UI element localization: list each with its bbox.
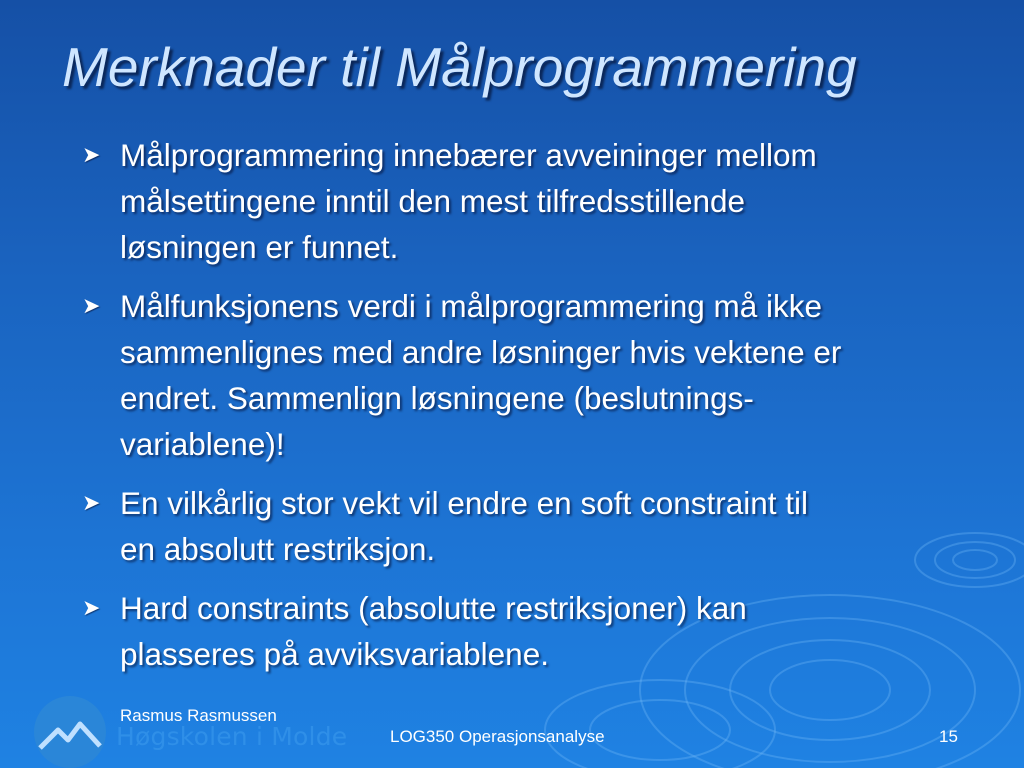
bullet-list	[80, 132, 985, 690]
arrowhead-bullet-icon: ➤	[82, 595, 101, 620]
slide-title: Merknader til Målprogrammering	[62, 36, 857, 98]
bullet-line: En vilkårlig stor vekt vil endre en soft constraint til	[120, 485, 809, 521]
bullet-line: endret. Sammenlign løsningene (beslutnings-	[120, 380, 754, 416]
bullet-item	[80, 283, 985, 467]
bullet-line: en absolutt restriksjon.	[120, 531, 436, 567]
bullet-line: Målprogrammering innebærer avveininger mellom	[120, 137, 817, 173]
bullet-line: Hard constraints (absolutte restriksjoner) kan	[120, 590, 747, 626]
footer-author: Rasmus Rasmussen	[120, 706, 277, 725]
bullet-line: løsningen er funnet.	[120, 229, 399, 265]
bullet-item	[80, 480, 985, 572]
bullet-line: plasseres på avviksvariablene.	[120, 636, 549, 672]
bullet-item	[80, 585, 985, 677]
hogskolen-logo	[30, 690, 348, 768]
bullet-item	[80, 132, 985, 270]
page-number: 15	[939, 727, 958, 746]
arrowhead-bullet-icon: ➤	[82, 293, 101, 318]
bullet-line: Målfunksjonens verdi i målprogrammering må ikke	[120, 288, 823, 324]
footer-course: LOG350 Operasjonsanalyse	[390, 727, 605, 746]
logo-text: Høgskolen i Molde	[116, 722, 348, 751]
bullet-line: variablene)!	[120, 426, 285, 462]
arrowhead-bullet-icon: ➤	[82, 142, 101, 167]
arrowhead-bullet-icon: ➤	[82, 490, 101, 515]
bullet-line: sammenlignes med andre løsninger hvis vektene er	[120, 334, 842, 370]
logo-mountain-icon	[34, 696, 106, 768]
bullet-line: målsettingene inntil den mest tilfredsstillende	[120, 183, 746, 219]
